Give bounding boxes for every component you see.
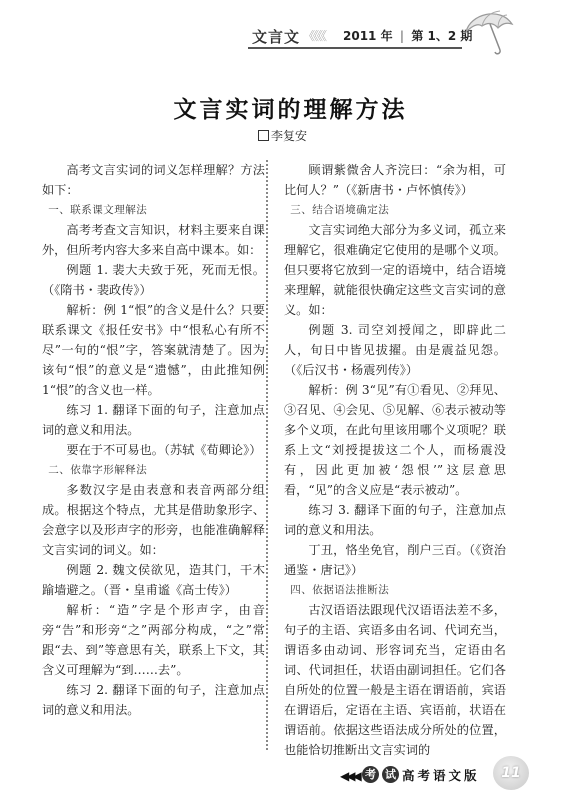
left-column [42,160,265,720]
example-paragraph: 例题 3. 司空刘授闻之，即辟此二人，旬日中皆见拔擢。由是震益见怨。（《后汉书・杨震列传》） [284,323,506,377]
section-heading: 四、依据语法推断法 [290,584,390,596]
analysis-paragraph: 解析：例 1“恨”的含义是什么？只要联系课文《报任安书》中“恨私心有所不尽”一句的“恨”字，答案就清楚了。因为该句“恨”的意义是“遗憾”，由此推知例 1“恨”的含义也一样。 [42,303,265,397]
exercise-paragraph: 练习 3. 翻译下面的句子，注意加点词的意义和用法。 [284,503,506,537]
header-rule [248,47,462,49]
section-heading: 一、联系课文理解法 [48,204,148,216]
example-paragraph: 例题 1. 裴大夫致于死，死而无恨。（《隋书・裴政传》） [42,263,265,297]
paragraph: 文言实词绝大部分为多义词，孤立来理解它，很难确定它使用的是哪个义项。但只要将它放到一定的语境中，结合语境来理解，就能很快确定这些文言实词的意义。如： [284,223,506,317]
analysis-paragraph: 解析：例 3“见”有①看见、②拜见、③召见、④会见、⑤见解、⑥表示被动等多个义项，在此句里该用哪个义项呢？联系上文“刘授提拔这二个人，而杨震没有，因此更加被‘怨恨’”这层意思看，“见”的含义应是“表示被动”。 [284,383,506,497]
journal-badge-1: 考 [362,766,379,783]
right-column [284,160,506,760]
paragraph: 高考考查文言知识，材料主要来自课外，但所考内容大多来自高中课本。如： [42,223,265,257]
author-box-icon [258,130,269,141]
exercise-paragraph: 练习 1. 翻译下面的句子，注意加点词的意义和用法。 [42,403,265,437]
author-name: 李复安 [271,129,308,143]
column-divider [266,160,268,750]
arrow-left-icon: ◀◀◀ [340,769,359,783]
analysis-paragraph: 解析：“造”字是个形声字，由音旁“告”和形旁“之”两部分构成，“之”常跟“去、到”等意思有关，联系上下文，其含义可理解为“到……去”。 [42,603,265,677]
paragraph: 多数汉字是由表意和表音两部分组成。根据这个特点，尤其是借助象形字、会意字以及形声字的形旁，也能准确解释文言实词的词义。如： [42,483,265,557]
journal-badge-2: 试 [382,766,399,783]
example-paragraph: 例题 2. 魏文侯欲见，造其门，干木踰墙避之。（晋・皇甫谧《高士传》） [42,563,265,597]
paragraph: 高考文言实词的词义怎样理解？方法如下： [42,163,265,197]
section-heading: 三、结合语境确定法 [290,204,390,216]
issue-separator: | [399,29,405,43]
author-line [258,127,307,144]
section-heading: 二、依靠字形解释法 [48,464,148,476]
issue-info [343,27,472,45]
umbrella-icon [460,2,516,58]
issue-year: 2011 年 [343,29,393,43]
chevron-decoration: 《《《《 [303,29,326,43]
page-header [0,0,581,62]
paragraph: 古汉语语法跟现代汉语语法差不多，句子的主语、宾语多由名词、代词充当，谓语多由动词、形容词充当，定语由名词、代词担任，状语由副词担任。它们各自所处的位置一般是主语在谓语前，宾语在谓语后，定语在主语、宾语前，状语在谓语前。依据这些语法成分所处的位置，也能恰切推断出文言实词的 [284,603,506,757]
exercise-sentence: 要在于不可易也。（苏轼《荀卿论》） [66,443,262,457]
exercise-paragraph: 练习 2. 翻译下面的句子，注意加点词的意义和用法。 [42,683,265,717]
page-number: 11 [493,756,529,790]
journal-name: 高考语文版 [402,768,480,783]
section-name: 文言文 [252,28,301,46]
issue-number: 第 1、2 期 [411,29,473,43]
article-title: 文言实词的理解方法 [173,97,408,123]
exercise-sentence: 丁丑，恪坐免官，削户三百。（《资治通鉴・唐记》） [284,543,506,577]
exercise-sentence: 顾谓紫微舍人齐浣曰：“余为相，可比何人？”（《新唐书・卢怀慎传》） [284,163,506,197]
